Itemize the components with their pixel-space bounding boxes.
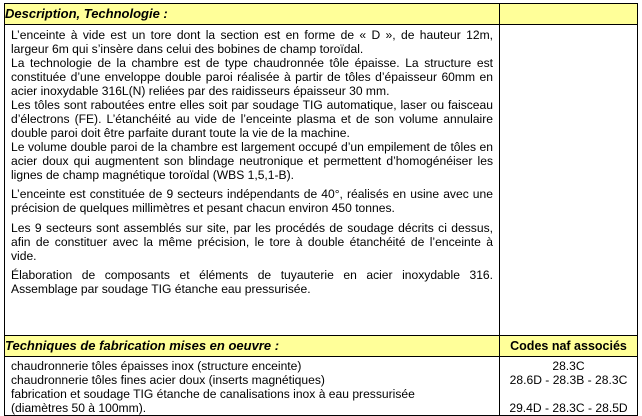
codes-list — [500, 357, 637, 415]
naf-code: 28.6D - 28.3B - 28.3C — [509, 373, 628, 387]
naf-code — [500, 387, 637, 401]
paragraph-1: L’enceinte à vide est un tore dont la section est en forme de « D », de hauteur 12m, largeur 6m qui s’insère dans celui des bobines de champ toroïdal. — [11, 28, 493, 56]
description-body-cell — [5, 25, 500, 336]
description-table — [4, 3, 638, 416]
paragraph-5: L’enceinte est constituée de 9 secteurs indépendants de 40°, réalisés en usine avec une précision de quelques millimètres et pesant chacun environ 450 tonnes. — [11, 187, 493, 216]
paragraph-4: Le volume double paroi de la chambre est largement occupé d’un empilement de tôles en acier doux qui augmentent son blindage neutronique et permettent d’homogénéiser les lignes de champ magnétique toroïdal (WBS 1,5,1-B). — [11, 140, 493, 182]
technique-item: (diamètres 50 à 100mm). — [11, 401, 147, 415]
techniques-header-row — [5, 336, 638, 357]
paragraph-6: Les 9 secteurs sont assemblés sur site, par les procédés de soudage décrits ci dessus, afin de constituer avec la même précision, le tore à double étanchéité de l’enceinte à vide. — [11, 220, 493, 263]
description-header-empty-cell — [500, 4, 638, 25]
naf-code: 28.3C — [552, 359, 585, 373]
codes-naf-header: Codes naf associés — [500, 336, 638, 357]
paragraph-3: Les tôles sont raboutées entre elles soit par soudage TIG automatique, laser ou faisceau d’électrons (FE). L’étanchéité au vide de l’enceinte plasma et de son volume annulaire double paroi doit être parfaite durant toute la vie de la machine. — [11, 98, 493, 140]
description-title: Description, Technologie : — [5, 4, 500, 25]
naf-code: 29.4D - 28.3C - 28.5D — [509, 401, 628, 415]
description-text — [5, 25, 499, 300]
description-header-row — [5, 4, 638, 25]
paragraph-2: La technologie de la chambre est de type chaudronnée tôle épaisse. La structure est constituée d’une enveloppe double paroi réalisée à partir de tôles d’épaisseur 60mm en acier inoxydable 316L(N) reliées par des raidisseurs épaisseur 30 mm. — [11, 56, 493, 98]
techniques-body-row — [5, 357, 638, 416]
techniques-title: Techniques de fabrication mises en oeuvre : — [5, 336, 500, 357]
technique-item: chaudronnerie tôles fines acier doux (inserts magnétiques) — [11, 373, 325, 387]
techniques-list — [5, 357, 499, 415]
techniques-list-cell — [5, 357, 500, 416]
paragraph-7: Élaboration de composants et éléments de tuyauterie en acier inoxydable 316. Assemblage par soudage TIG étanche eau pressurisée. — [11, 267, 493, 296]
technique-item: fabrication et soudage TIG étanche de canalisations inox à eau pressurisée — [11, 387, 415, 401]
codes-cell — [500, 357, 638, 416]
description-side-empty-cell — [500, 25, 638, 336]
technique-item: chaudronnerie tôles épaisses inox (structure enceinte) — [11, 359, 302, 373]
description-body-row — [5, 25, 638, 336]
